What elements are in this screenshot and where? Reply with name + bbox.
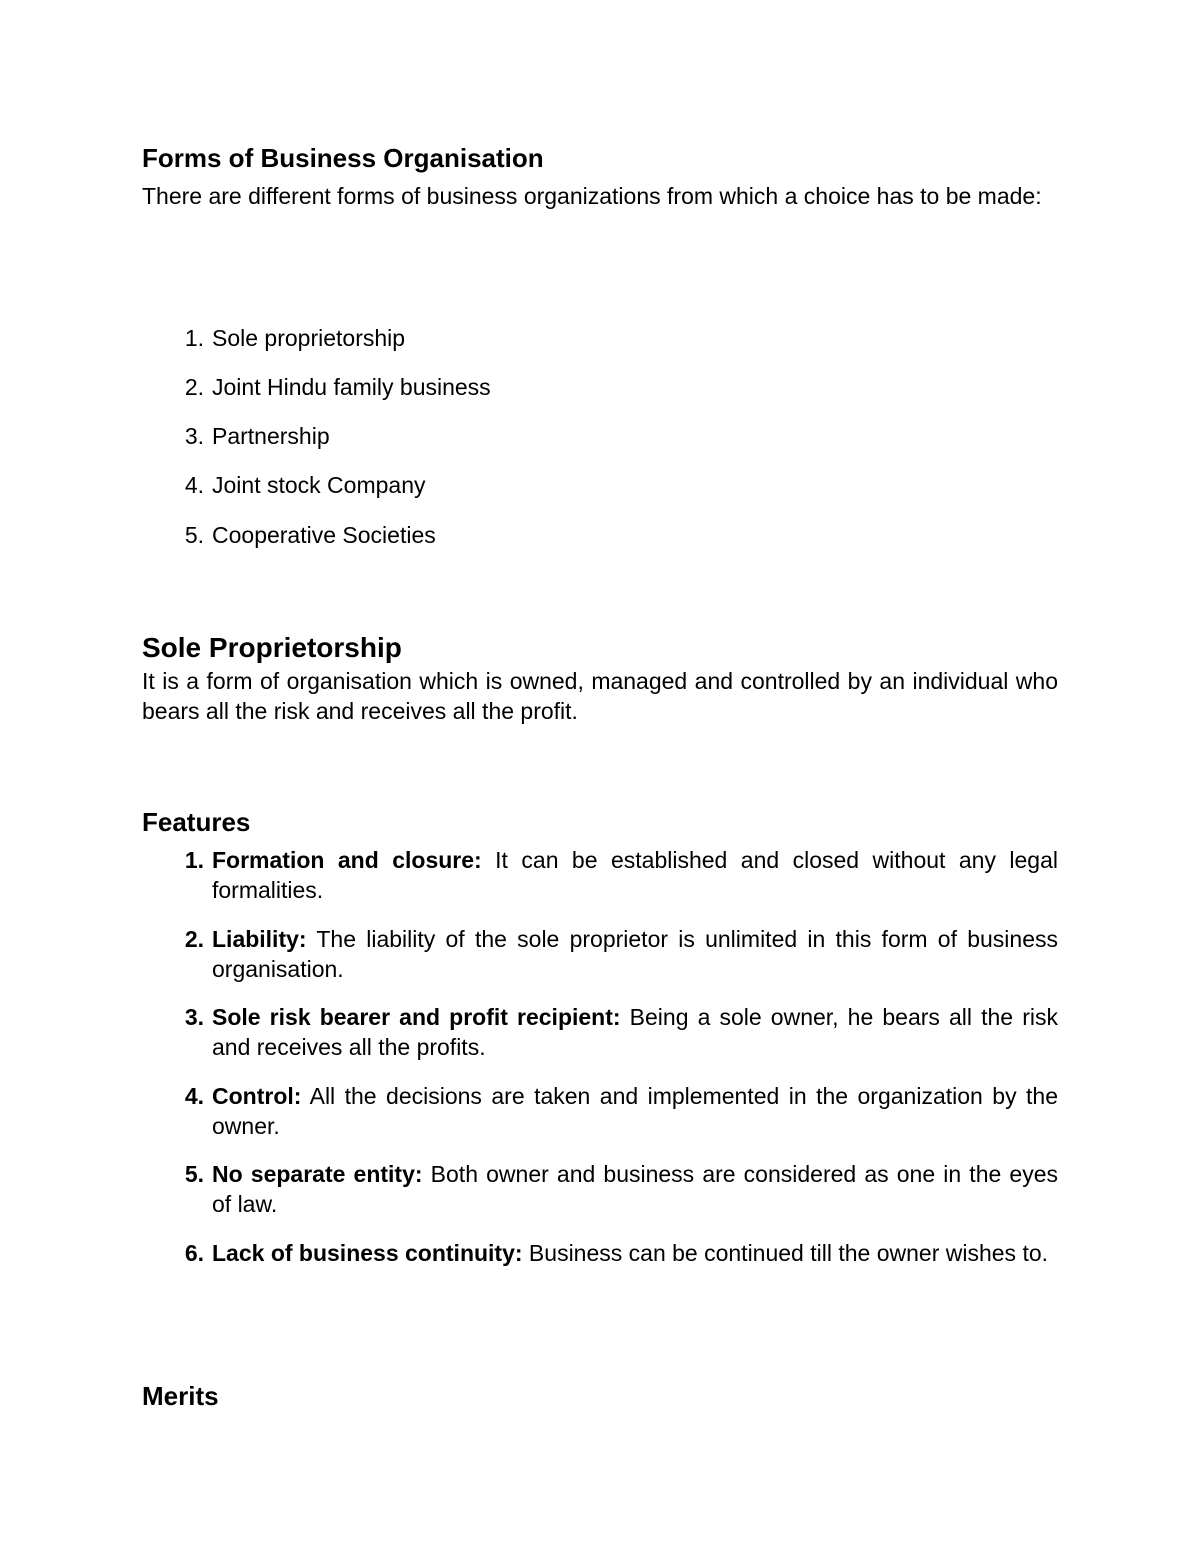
- forms-intro-paragraph: There are different forms of business organizations from which a choice has to be made:: [142, 183, 1042, 209]
- feature-item-text: [212, 1002, 1058, 1062]
- feature-item-description: It can be established and closed without any legal formalities.: [212, 847, 1058, 903]
- list-item-number: 3.: [184, 423, 204, 449]
- feature-item-term: Formation and closure:: [212, 847, 482, 873]
- feature-item-description: Business can be continued till the owner wishes to.: [522, 1240, 1049, 1266]
- feature-item-number: 6.: [184, 1240, 204, 1266]
- feature-item-term: Control:: [212, 1083, 302, 1109]
- feature-item-description: Both owner and business are considered as one in the eyes of law.: [212, 1161, 1058, 1217]
- feature-item-description: Being a sole owner, he bears all the risk and receives all the profits.: [212, 1004, 1058, 1060]
- list-item-number: 2.: [184, 374, 204, 400]
- merits-heading: Merits: [142, 1381, 219, 1411]
- feature-item-term: Lack of business continuity:: [212, 1240, 523, 1266]
- feature-item-text: [212, 1081, 1058, 1141]
- list-item-number: 1.: [184, 325, 204, 351]
- list-item-number: 4.: [184, 472, 204, 498]
- feature-item-description: The liability of the sole proprietor is unlimited in this form of business organisation.: [212, 926, 1058, 982]
- feature-item-text: [212, 1159, 1058, 1219]
- feature-item-term: No separate entity:: [212, 1161, 423, 1187]
- section-title-sole-proprietorship: Sole Proprietorship: [142, 632, 402, 663]
- list-item-text: Sole proprietorship: [212, 325, 406, 351]
- feature-item-number: 3.: [184, 1004, 204, 1030]
- feature-item-text: [212, 1238, 1058, 1268]
- list-item-number: 5.: [184, 522, 204, 548]
- list-item-text: Partnership: [212, 423, 330, 449]
- section-title-forms: Forms of Business Organisation: [142, 143, 544, 173]
- list-item-text: Joint Hindu family business: [212, 374, 491, 400]
- feature-item-term: Sole risk bearer and profit recipient:: [212, 1004, 621, 1030]
- feature-item-number: 1.: [184, 847, 204, 873]
- feature-item-text: [212, 845, 1058, 905]
- feature-item-number: 5.: [184, 1161, 204, 1187]
- feature-item-term: Liability:: [212, 926, 307, 952]
- feature-item-description: All the decisions are taken and implemented in the organization by the owner.: [212, 1083, 1058, 1139]
- list-item-text: Joint stock Company: [212, 472, 426, 498]
- feature-item-number: 4.: [184, 1083, 204, 1109]
- features-heading: Features: [142, 807, 251, 837]
- list-item-text: Cooperative Societies: [212, 522, 436, 548]
- feature-item-number: 2.: [184, 926, 204, 952]
- sole-proprietorship-definition: It is a form of organisation which is owned, managed and controlled by an individual who bears all the risk and receives all the profit.: [142, 668, 1058, 724]
- feature-item-text: [212, 924, 1058, 984]
